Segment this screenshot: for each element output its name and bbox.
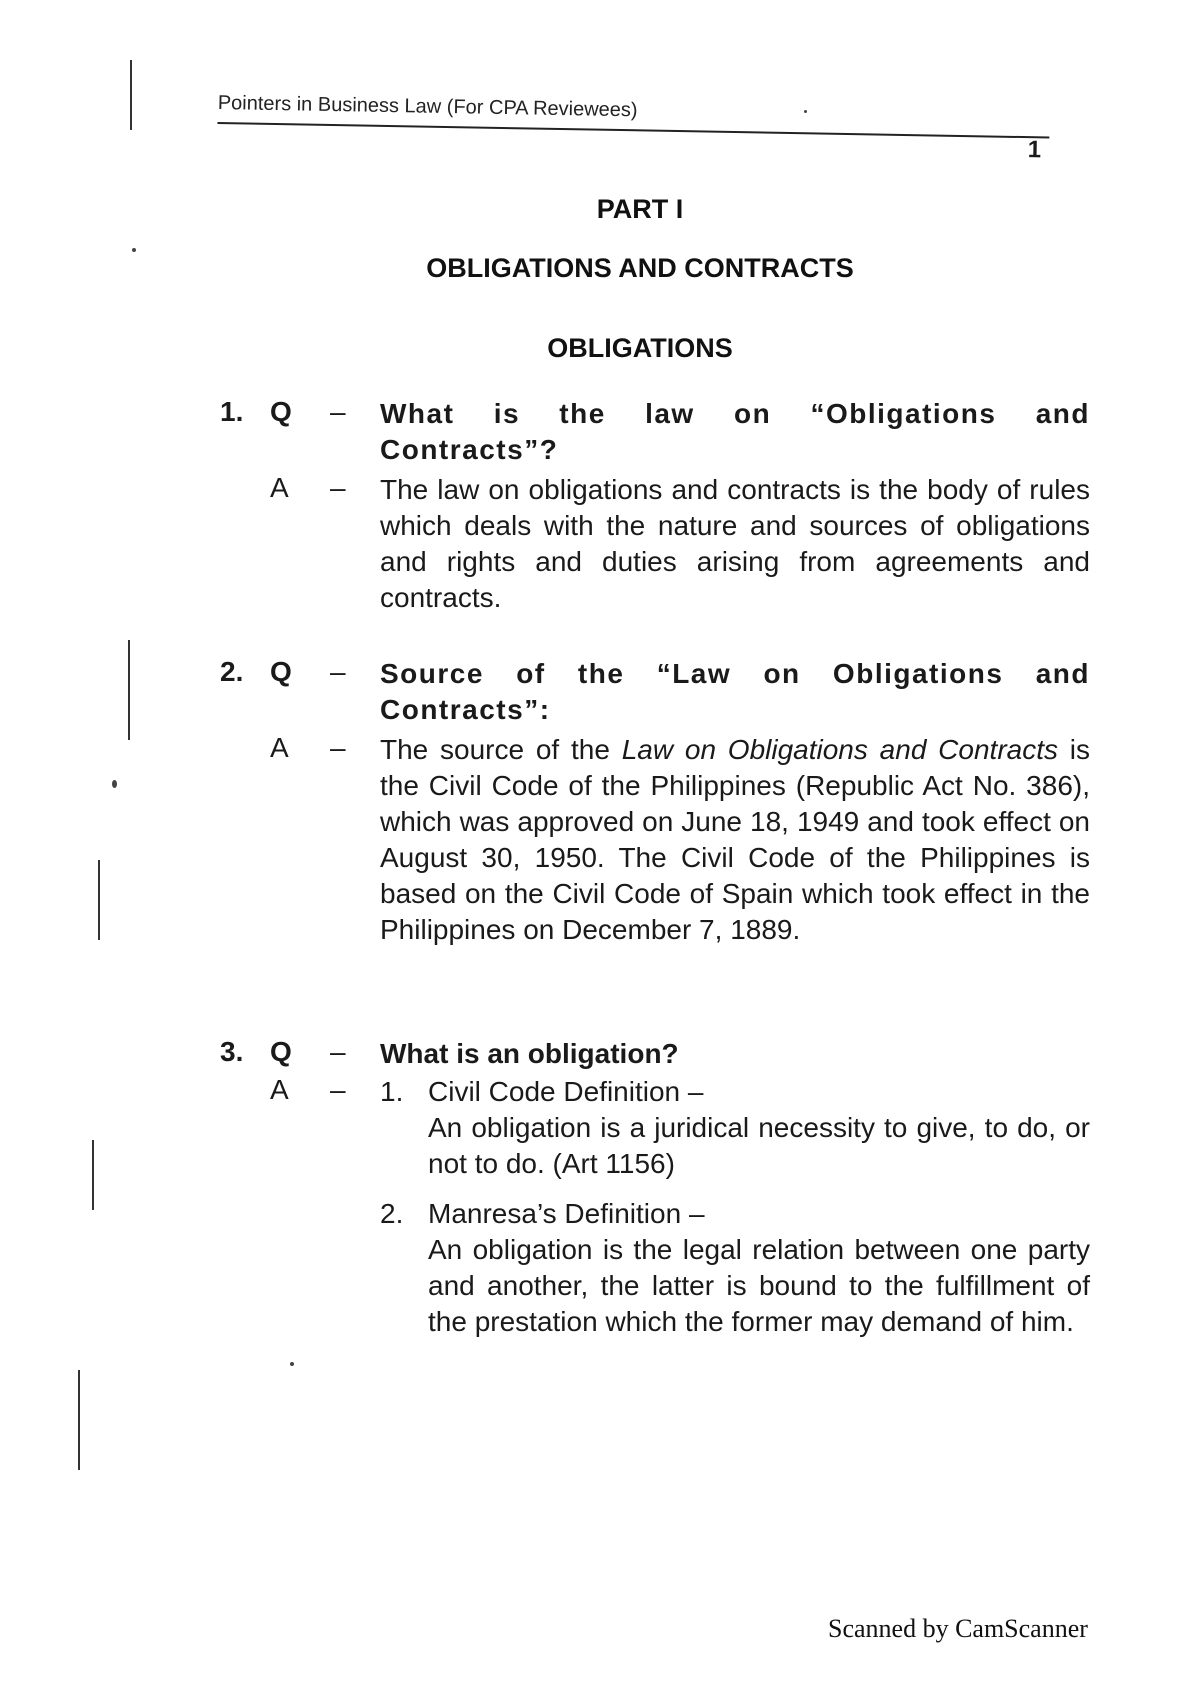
question-text: What is an obligation? [380,1038,679,1069]
qa-item [220,656,1090,948]
binding-mark [98,860,100,940]
header-rule [217,122,1049,139]
dash: – [330,1074,346,1105]
binding-mark [92,1140,94,1210]
item-number: 3. [220,1036,244,1067]
definition-body [428,1074,1090,1182]
scanner-watermark: Scanned by CamScanner [828,1614,1088,1643]
answer-text: The law on obligations and contracts is the body of rules which deals with the nature and sources of obligations and rights and duties arising from agreements and contracts. [380,474,1090,613]
definition-number: 1. [380,1076,404,1107]
definition-number: 2. [380,1198,404,1229]
a-label: A [270,732,289,763]
statute-name: Law on Obligations and Contracts [621,734,1058,765]
dash: – [330,732,346,763]
binding-mark [78,1370,80,1470]
q-label: Q [270,396,292,427]
answer-row [220,732,1090,948]
definition-item [380,1196,1090,1340]
definition-title: Civil Code Definition – [428,1076,704,1107]
answer-row [220,472,1090,616]
answer-row [220,1074,1090,1340]
definition-item [380,1074,1090,1182]
running-header [217,92,1050,167]
scan-speck [290,1362,294,1366]
item-number: 2. [220,656,244,687]
answer-rest: is the Civil Code of the Philippines (Republic Act No. 386), which was approved on June 18, 1949 and took effect on August 30, 1950. The Civil Code of the Philippines is based on the Civil Code of Spain which took effect in the Philippines on December 7, 1889. [380,734,1091,945]
answer-text [380,732,1090,948]
question-row [220,656,1090,728]
book-title: Pointers in Business Law (For CPA Reviewees) [217,92,638,122]
a-label: A [270,1074,289,1105]
definition-body [428,1196,1090,1340]
definition-text: An obligation is a juridical necessity to give, to do, or not to do. (Art 1156) [428,1112,1090,1179]
q-label: Q [270,1036,292,1067]
a-label: A [270,472,289,503]
question-text: What is the law on “Obligations and Contracts”? [380,398,1090,465]
dash: – [330,656,346,687]
binding-mark [128,640,130,740]
qa-item [220,396,1090,616]
question-text: Source of the “Law on Obligations and Contracts”: [380,658,1090,725]
section-heading: OBLIGATIONS AND CONTRACTS [426,253,854,283]
definition-text: An obligation is the legal relation between one party and another, the latter is bound to the fulfillment of the prestation which the former may demand of him. [428,1234,1090,1337]
item-number: 1. [220,396,244,427]
qa-item [220,1036,1090,1340]
scan-speck [112,780,117,788]
dash: – [330,1036,346,1067]
binding-mark [130,60,132,130]
q-label: Q [270,656,292,687]
page-number: 1 [1027,136,1042,164]
dash: – [330,396,346,427]
question-row [220,1036,1090,1072]
dash: – [330,472,346,503]
definition-title: Manresa’s Definition – [428,1198,705,1229]
scan-speck [132,248,136,252]
subsection-heading: OBLIGATIONS [547,333,733,363]
answer-prefix: The source of the [380,734,622,765]
question-row [220,396,1090,468]
part-heading: PART I [596,194,684,224]
